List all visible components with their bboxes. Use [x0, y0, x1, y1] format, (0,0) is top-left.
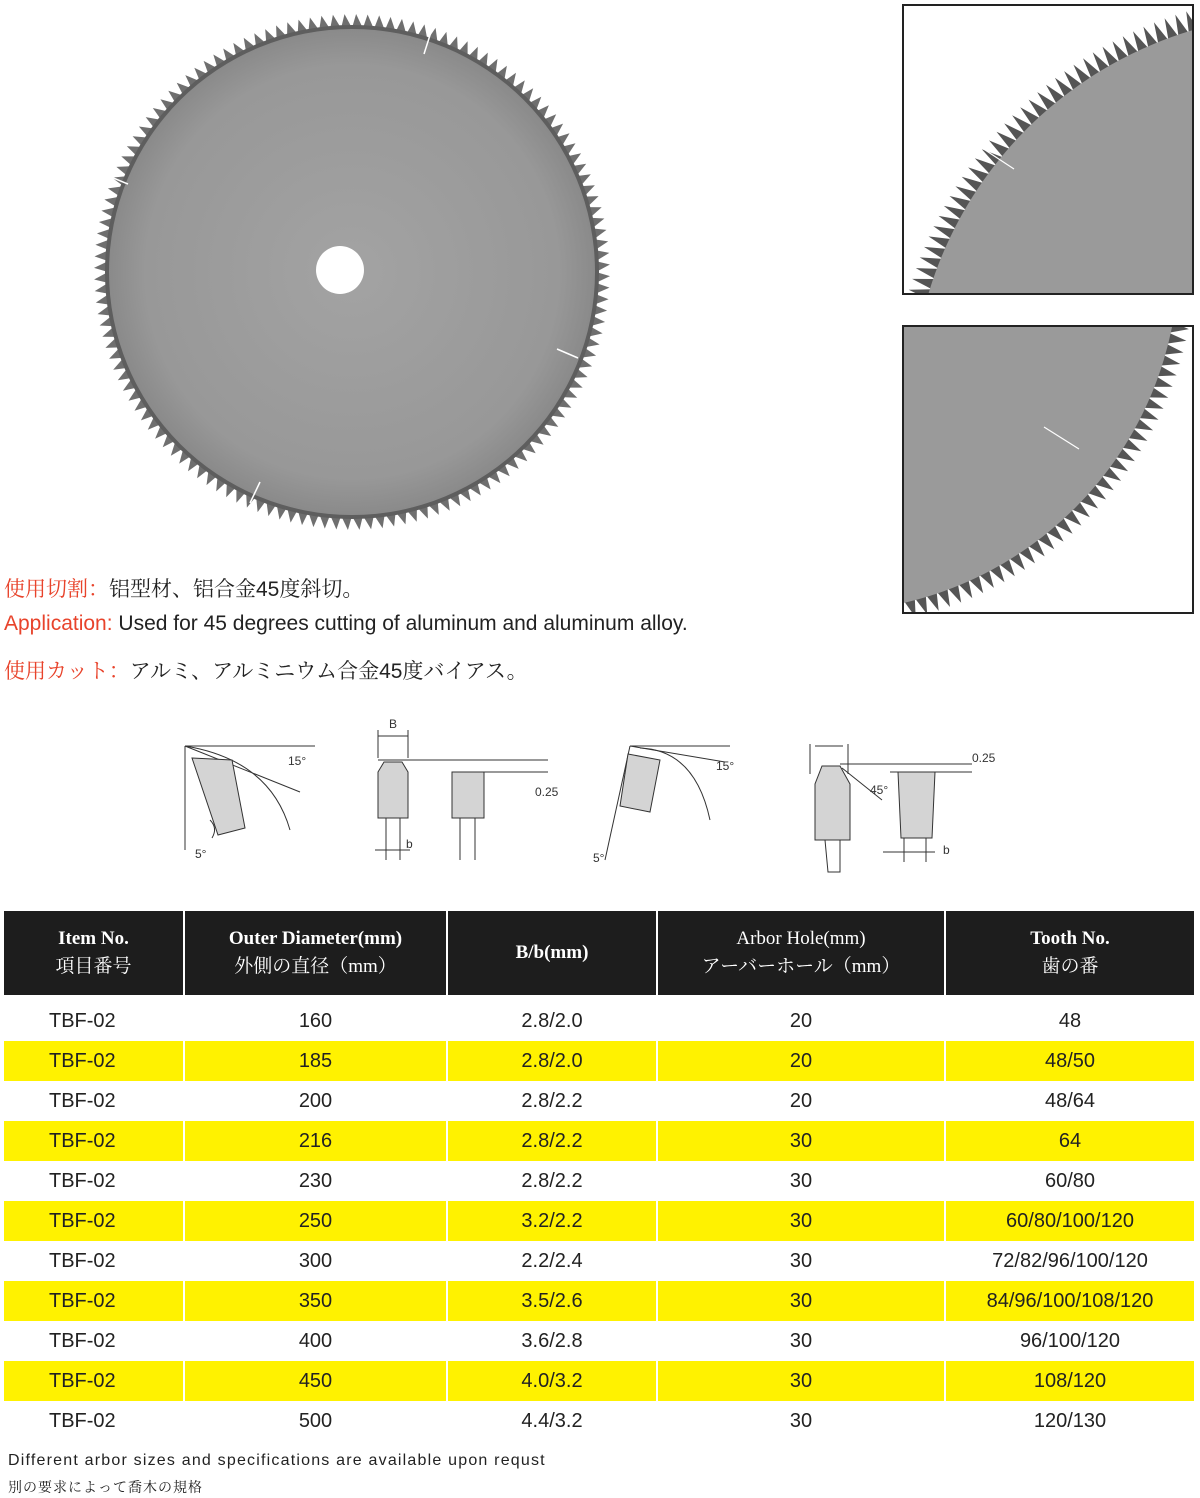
table-cell: TBF-02 [49, 1249, 116, 1272]
table-cell: 48 [945, 995, 1194, 1041]
table-cell: TBF-02 [49, 1089, 116, 1112]
table-cell: 30 [657, 1201, 945, 1241]
table-cell: 2.8/2.2 [447, 1081, 657, 1121]
table-cell: 300 [184, 1241, 447, 1281]
application-cn [4, 573, 363, 603]
table-cell: TBF-02 [49, 1329, 116, 1352]
table-cell: 3.6/2.8 [447, 1321, 657, 1361]
table-cell: 30 [657, 1281, 945, 1321]
table-cell: 20 [657, 1081, 945, 1121]
arbor-hole [316, 246, 364, 294]
table-cell: 72/82/96/100/120 [945, 1241, 1194, 1281]
diagram-1-angle-bottom: 5° [195, 847, 207, 861]
table-cell: 60/80 [945, 1161, 1194, 1201]
footnote-en: Different arbor sizes and specifications are available upon requst [8, 1452, 546, 1469]
table-row [4, 1281, 1194, 1321]
table-cell: 2.8/2.2 [447, 1121, 657, 1161]
table-cell: 4.0/3.2 [447, 1361, 657, 1401]
table-cell: 30 [657, 1241, 945, 1281]
diagram-4-label-b-lower: b [943, 843, 950, 857]
diagram-2-label-b-lower: b [406, 837, 413, 851]
diagram-3-angle-bottom: 5° [593, 851, 605, 865]
table-cell: 4.4/3.2 [447, 1401, 657, 1441]
table-header-row [4, 911, 1194, 995]
table-row [4, 1161, 1194, 1201]
table-cell: 48/64 [945, 1081, 1194, 1121]
table-cell: 30 [657, 1401, 945, 1441]
application-jp [4, 655, 528, 685]
header-arbor-hole: Arbor Hole(mm) アーバーホール（mm） [657, 911, 945, 995]
diagram-1 [185, 746, 315, 861]
table-row [4, 1321, 1194, 1361]
footnote-jp: 別の要求によって喬木の規格 [8, 1479, 203, 1495]
specification-table [4, 911, 1194, 1441]
table-body [4, 995, 1194, 1441]
table-cell: 64 [945, 1121, 1194, 1161]
table-cell: 350 [184, 1281, 447, 1321]
table-cell: TBF-02 [4, 1201, 184, 1241]
table-cell: 500 [184, 1401, 447, 1441]
table-cell: 30 [657, 1321, 945, 1361]
table-cell: 2.8/2.0 [447, 995, 657, 1041]
diagram-3 [593, 746, 734, 865]
table-row [4, 1041, 1194, 1081]
diagram-2-label-b-upper: B [389, 717, 398, 731]
header-bb: B/b(mm) [447, 911, 657, 995]
table-cell: TBF-02 [4, 1281, 184, 1321]
table-cell: 216 [184, 1121, 447, 1161]
diagram-4-value: 0.25 [972, 751, 996, 765]
header-tooth-no: Tooth No. 歯の番 [945, 911, 1194, 995]
table-cell: 30 [657, 1361, 945, 1401]
table-cell: 450 [184, 1361, 447, 1401]
table-cell: 30 [657, 1161, 945, 1201]
diagram-2 [375, 717, 559, 860]
table-cell: 20 [657, 995, 945, 1041]
table-cell: TBF-02 [4, 1361, 184, 1401]
tooth-geometry-diagrams [170, 710, 1030, 890]
diagram-2-value: 0.25 [535, 785, 559, 799]
table-cell: 96/100/120 [945, 1321, 1194, 1361]
table-cell: 185 [184, 1041, 447, 1081]
header-item-no: Item No. 項目番号 [4, 911, 184, 995]
table-cell: 3.2/2.2 [447, 1201, 657, 1241]
application-en-text: Used for 45 degrees cutting of aluminum and aluminum alloy. [112, 612, 688, 635]
saw-blade-image [92, 12, 612, 532]
diagram-1-angle-top: 15° [288, 754, 307, 768]
table-cell: 2.2/2.4 [447, 1241, 657, 1281]
diagram-4 [810, 744, 996, 872]
table-cell: 108/120 [945, 1361, 1194, 1401]
table-cell: 160 [184, 995, 447, 1041]
application-cn-label: 使用切割： [4, 578, 109, 601]
application-jp-label: 使用カット： [4, 660, 130, 683]
table-cell: TBF-02 [49, 1169, 116, 1192]
table-cell: 84/96/100/108/120 [945, 1281, 1194, 1321]
table-cell: 60/80/100/120 [945, 1201, 1194, 1241]
application-cn-text: 铝型材、铝合金45度斜切。 [109, 578, 364, 601]
header-outer-diameter: Outer Diameter(mm) 外側の直径（mm） [184, 911, 447, 995]
table-cell: TBF-02 [4, 1041, 184, 1081]
table-row [4, 1241, 1194, 1281]
table-cell: TBF-02 [49, 1009, 116, 1032]
table-cell: 20 [657, 1041, 945, 1081]
table-cell: 3.5/2.6 [447, 1281, 657, 1321]
table-cell: 200 [184, 1081, 447, 1121]
blade-closeup-2 [902, 325, 1194, 614]
table-cell: TBF-02 [49, 1409, 116, 1432]
table-cell: 230 [184, 1161, 447, 1201]
application-en [4, 612, 688, 636]
table-row [4, 1401, 1194, 1441]
application-jp-text: アルミ、アルミニウム合金45度バイアス。 [129, 660, 528, 683]
diagram-4-angle: 45° [870, 783, 889, 797]
table-cell: 2.8/2.0 [447, 1041, 657, 1081]
table-row [4, 1361, 1194, 1401]
table-row [4, 995, 1194, 1041]
diagram-3-angle-top: 15° [716, 759, 735, 773]
table-row [4, 1121, 1194, 1161]
table-cell: 400 [184, 1321, 447, 1361]
table-cell: 30 [657, 1121, 945, 1161]
table-row [4, 1081, 1194, 1121]
table-row [4, 1201, 1194, 1241]
table-cell: 2.8/2.2 [447, 1161, 657, 1201]
table-cell: 250 [184, 1201, 447, 1241]
application-en-label: Application: [4, 612, 113, 635]
table-cell: 120/130 [945, 1401, 1194, 1441]
table-cell: TBF-02 [4, 1121, 184, 1161]
blade-closeup-1 [902, 4, 1194, 295]
table-cell: 48/50 [945, 1041, 1194, 1081]
